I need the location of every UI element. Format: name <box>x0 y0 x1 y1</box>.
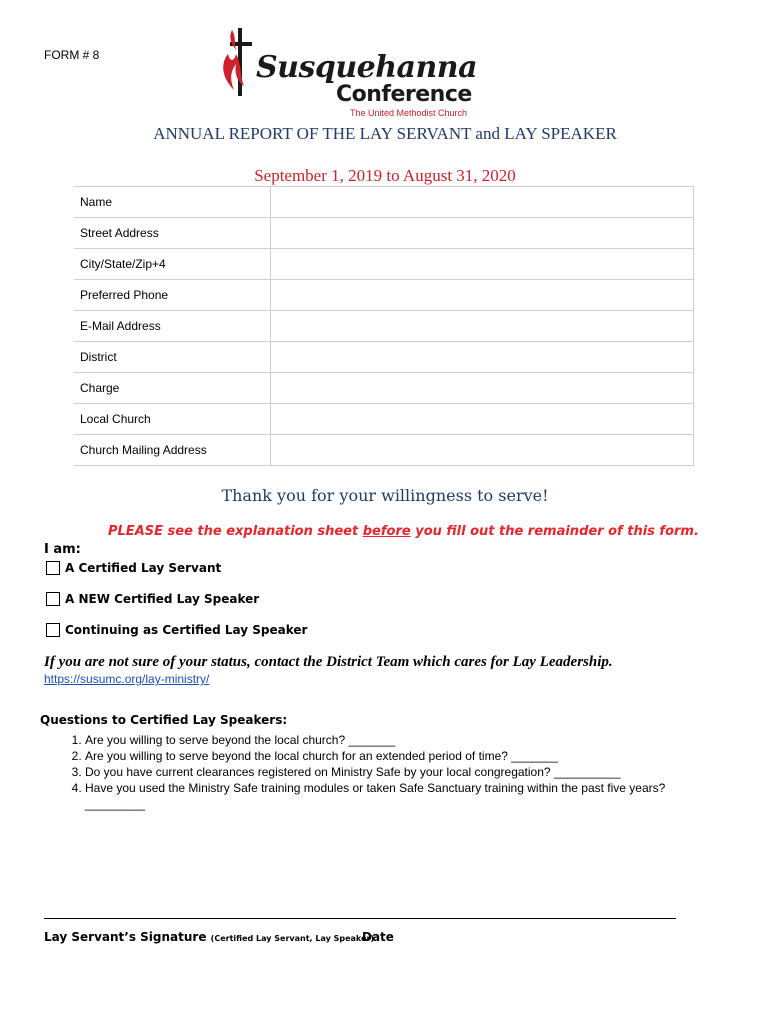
thanks-message: Thank you for your willingness to serve! <box>221 486 549 505</box>
logo-subtitle: The United Methodist Church <box>350 108 468 118</box>
option-continuing-lay-speaker[interactable] <box>46 623 307 637</box>
signature-note: (Certified Lay Servant, Lay Speaker) <box>210 934 375 943</box>
info-value-field[interactable] <box>271 249 694 280</box>
conference-logo <box>218 24 478 120</box>
info-label: Street Address <box>74 218 271 249</box>
info-value-field[interactable] <box>271 373 694 404</box>
option-label: Continuing as Certified Lay Speaker <box>65 623 308 637</box>
status-note: If you are not sure of your status, contact the District Team which cares for Lay Leadership. <box>44 654 613 670</box>
form-number: FORM # 8 <box>44 48 100 62</box>
logo-line1: Susquehanna <box>256 50 478 85</box>
info-table <box>74 186 694 466</box>
info-value-field[interactable] <box>271 311 694 342</box>
info-row <box>74 249 694 280</box>
info-row <box>74 404 694 435</box>
info-row <box>74 280 694 311</box>
info-value-field[interactable] <box>271 342 694 373</box>
info-value-field[interactable] <box>271 435 694 466</box>
please-underlined: before <box>362 524 411 539</box>
info-label: Charge <box>74 373 271 404</box>
please-post: you fill out the remainder of this form. <box>410 524 699 539</box>
info-value-field[interactable] <box>271 218 694 249</box>
info-label: Church Mailing Address <box>74 435 271 466</box>
checkbox[interactable] <box>46 623 60 637</box>
question-item: 4. Have you used the Ministry Safe training modules or taken Safe Sanctuary training within the past five years? _________ <box>85 780 725 812</box>
option-label: A NEW Certified Lay Speaker <box>65 592 260 606</box>
please-pre: PLEASE see the explanation sheet <box>108 524 363 539</box>
option-label: A Certified Lay Servant <box>65 561 222 575</box>
info-value-field[interactable] <box>271 404 694 435</box>
info-row <box>74 373 694 404</box>
info-label: E-Mail Address <box>74 311 271 342</box>
info-row <box>74 342 694 373</box>
date-label: Date <box>362 930 394 944</box>
info-row <box>74 218 694 249</box>
info-value-field[interactable] <box>271 280 694 311</box>
option-certified-lay-servant[interactable] <box>46 561 221 575</box>
info-label: Name <box>74 187 271 218</box>
checkbox[interactable] <box>46 592 60 606</box>
option-new-lay-speaker[interactable] <box>46 592 259 606</box>
info-row <box>74 435 694 466</box>
i-am-label: I am: <box>44 542 81 557</box>
info-row <box>74 311 694 342</box>
lay-ministry-link[interactable]: https://susumc.org/lay-ministry/ <box>44 672 210 686</box>
questions-heading: Questions to Certified Lay Speakers: <box>40 713 288 727</box>
info-label: City/State/Zip+4 <box>74 249 271 280</box>
info-row <box>74 187 694 218</box>
logo-line2: Conference <box>336 82 472 107</box>
date-range: September 1, 2019 to August 31, 2020 <box>254 166 516 185</box>
signature-text: Lay Servant’s Signature <box>44 930 207 944</box>
question-item: 1. Are you willing to serve beyond the local church? _______ <box>85 732 725 748</box>
info-label: Preferred Phone <box>74 280 271 311</box>
question-item: 3. Do you have current clearances registered on Ministry Safe by your local congregation? __________ <box>85 764 725 780</box>
info-label: Local Church <box>74 404 271 435</box>
report-title: ANNUAL REPORT OF THE LAY SERVANT and LAY SPEAKER <box>153 124 617 143</box>
info-value-field[interactable] <box>271 187 694 218</box>
question-item: 2. Are you willing to serve beyond the local church for an extended period of time? _______ <box>85 748 725 764</box>
info-label: District <box>74 342 271 373</box>
please-note <box>108 524 699 539</box>
signature-line[interactable] <box>44 918 676 919</box>
checkbox[interactable] <box>46 561 60 575</box>
signature-label <box>44 930 374 944</box>
questions-list <box>44 732 725 812</box>
